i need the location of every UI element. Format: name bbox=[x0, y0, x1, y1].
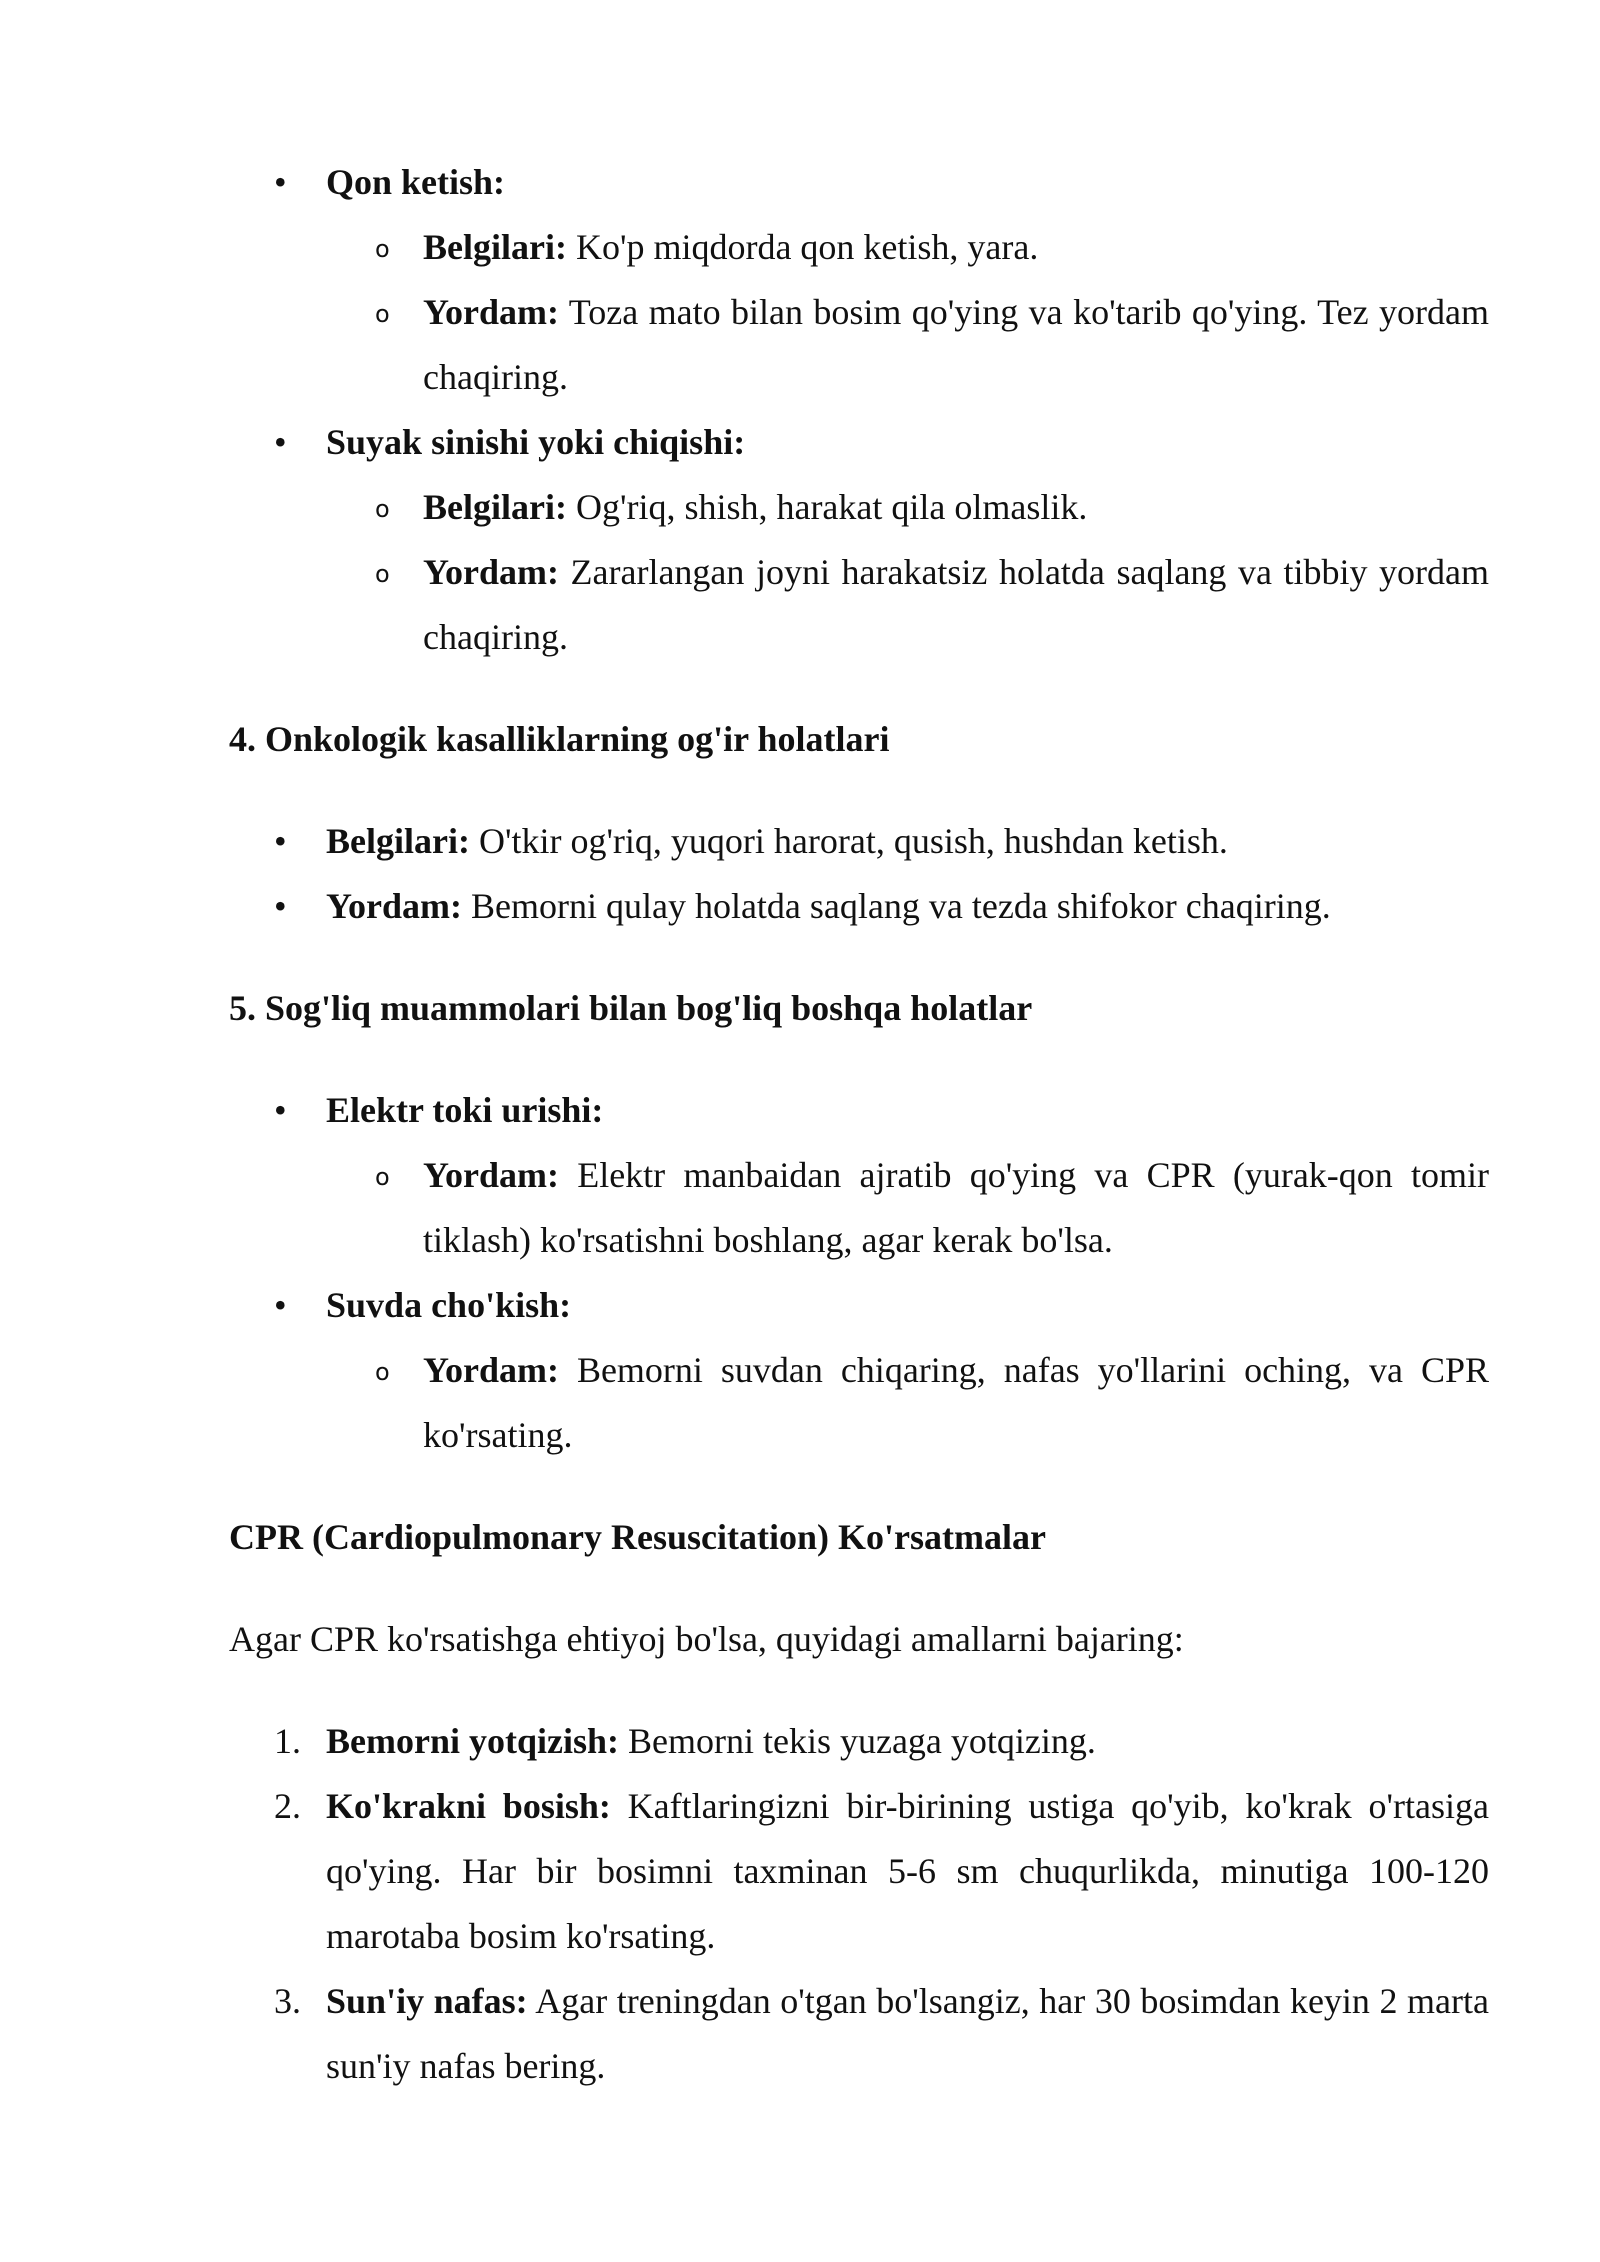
help-text: Zararlangan joyni harakatsiz holatda saqlang va tibbiy yordam chaqiring. bbox=[423, 552, 1489, 657]
section-4-heading: 4. Onkologik kasalliklarning og'ir holatlari bbox=[229, 719, 890, 759]
bullet-marker: • bbox=[274, 1285, 287, 1325]
signs-text: Ko'p miqdorda qon ketish, yara. bbox=[566, 227, 1039, 267]
sub-item-bleeding-help bbox=[229, 280, 1489, 410]
sub-bullet-marker: o bbox=[375, 235, 390, 263]
list-item-fracture bbox=[229, 410, 1489, 475]
step-text: Bemorni tekis yuzaga yotqizing. bbox=[619, 1721, 1096, 1761]
cpr-intro: Agar CPR ko'rsatishga ehtiyoj bo'lsa, quyidagi amallarni bajaring: bbox=[229, 1619, 1184, 1659]
step-number: 1. bbox=[274, 1721, 301, 1761]
help-label: Yordam: bbox=[326, 886, 462, 926]
signs-label: Belgilari: bbox=[326, 821, 470, 861]
item-title: Qon ketish: bbox=[326, 162, 506, 202]
step-text: Kaftlaringizni bir-birining ustiga qo'yib, ko'krak o'rtasiga qo'ying. Har bir bosimni taxminan 5-6 sm chuqurlikda, minutiga 100-120 marotaba bosim ko'rsating. bbox=[326, 1786, 1489, 1956]
step-text: Agar treningdan o'tgan bo'lsangiz, har 30 bosimdan keyin 2 marta sun'iy nafas bering. bbox=[326, 1981, 1489, 2086]
help-text: Bemorni qulay holatda saqlang va tezda shifokor chaqiring. bbox=[461, 886, 1331, 926]
sub-item-fracture-help bbox=[229, 540, 1489, 670]
step-label: Sun'iy nafas: bbox=[326, 1981, 528, 2021]
step-number: 2. bbox=[274, 1786, 301, 1826]
item-title: Suvda cho'kish: bbox=[326, 1285, 572, 1325]
signs-text: Og'riq, shish, harakat qila olmaslik. bbox=[566, 487, 1088, 527]
item-title: Elektr toki urishi: bbox=[326, 1090, 604, 1130]
cpr-heading: CPR (Cardiopulmonary Resuscitation) Ko'rsatmalar bbox=[229, 1517, 1046, 1557]
list-item-bleeding bbox=[229, 150, 1489, 215]
sub-bullet-marker: o bbox=[375, 300, 390, 328]
cpr-step bbox=[229, 1709, 1489, 1774]
sub-item-fracture-signs bbox=[229, 475, 1489, 540]
sub-bullet-marker: o bbox=[375, 1163, 390, 1191]
step-label: Bemorni yotqizish: bbox=[326, 1721, 619, 1761]
signs-label: Belgilari: bbox=[423, 227, 567, 267]
help-label: Yordam: bbox=[423, 1155, 559, 1195]
list-item-signs bbox=[229, 809, 1489, 874]
bullet-marker: • bbox=[274, 886, 287, 926]
sub-bullet-marker: o bbox=[375, 560, 390, 588]
section-5-list bbox=[229, 1078, 1489, 1468]
step-number: 3. bbox=[274, 1981, 301, 2021]
help-label: Yordam: bbox=[423, 1350, 559, 1390]
document-content bbox=[229, 150, 1489, 2099]
help-text: Toza mato bilan bosim qo'ying va ko'tarib qo'ying. Tez yordam chaqiring. bbox=[423, 292, 1489, 397]
sub-item-drowning-help bbox=[229, 1338, 1489, 1468]
cpr-step bbox=[229, 1969, 1489, 2099]
signs-text: O'tkir og'riq, yuqori harorat, qusish, hushdan ketish. bbox=[469, 821, 1228, 861]
step-label: Ko'krakni bosish: bbox=[326, 1786, 611, 1826]
bullet-marker: • bbox=[274, 162, 287, 202]
list-item-electric bbox=[229, 1078, 1489, 1143]
cpr-step bbox=[229, 1774, 1489, 1969]
item-title: Suyak sinishi yoki chiqishi: bbox=[326, 422, 746, 462]
sub-bullet-marker: o bbox=[375, 1358, 390, 1386]
help-label: Yordam: bbox=[423, 292, 559, 332]
section-4-list bbox=[229, 809, 1489, 939]
bullet-marker: • bbox=[274, 1090, 287, 1130]
injury-list bbox=[229, 150, 1489, 670]
sub-item-electric-help bbox=[229, 1143, 1489, 1273]
help-text: Elektr manbaidan ajratib qo'ying va CPR (yurak-qon tomir tiklash) ko'rsatishni boshlang, agar kerak bo'lsa. bbox=[423, 1155, 1489, 1260]
bullet-marker: • bbox=[274, 422, 287, 462]
sub-item-bleeding-signs bbox=[229, 215, 1489, 280]
help-label: Yordam: bbox=[423, 552, 559, 592]
sub-bullet-marker: o bbox=[375, 495, 390, 523]
help-text: Bemorni suvdan chiqaring, nafas yo'llarini oching, va CPR ko'rsating. bbox=[423, 1350, 1489, 1455]
bullet-marker: • bbox=[274, 821, 287, 861]
list-item-drowning bbox=[229, 1273, 1489, 1338]
signs-label: Belgilari: bbox=[423, 487, 567, 527]
section-5-heading: 5. Sog'liq muammolari bilan bog'liq boshqa holatlar bbox=[229, 988, 1033, 1028]
cpr-steps-list bbox=[229, 1709, 1489, 2099]
list-item-help bbox=[229, 874, 1489, 939]
